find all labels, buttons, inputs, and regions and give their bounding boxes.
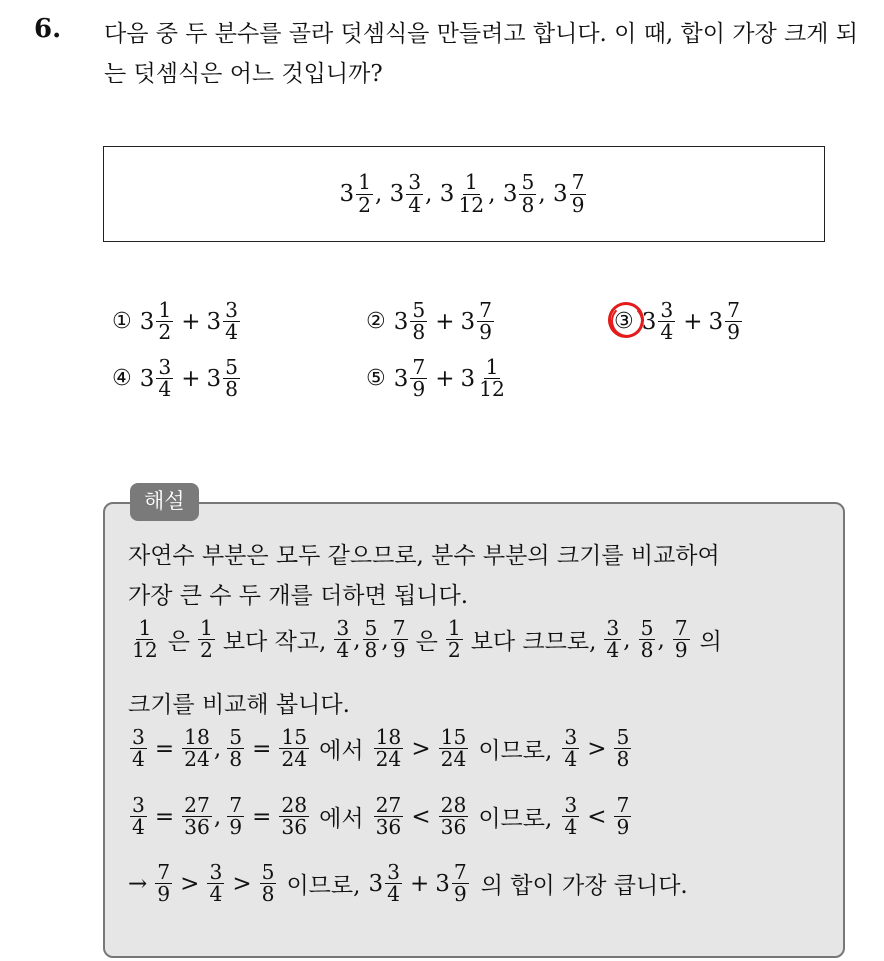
solution-line-5: $\frac{3}{4}$ = $\frac{18}{24}$ , $\frac{5}{8}$ = $\frac{15}{24}$ 에서 $\frac{18}{24}$ > $\frac{15}{24}$ 이므로, $\frac{3}{4}$ > $\frac{5}{8}$ <box>132 725 630 772</box>
given-fraction-5: 3 $\frac{7}{9}$ <box>552 170 585 217</box>
given-fraction-2: 3 $\frac{3}{4}$ , <box>389 170 433 217</box>
choice-number: ② <box>366 309 386 335</box>
choice-3[interactable]: ③ 3 $\frac{3}{4}$ + 3 $\frac{7}{9}$ <box>614 300 744 343</box>
solution-line-1: 자연수 부분은 모두 같으므로, 분수 부분의 크기를 비교하여 <box>128 543 720 569</box>
solution-line-2: 가장 큰 수 두 개를 더하면 됩니다. <box>128 583 469 609</box>
answer-circle-mark-stroke <box>611 305 643 337</box>
given-fractions-box <box>103 146 825 242</box>
choice-4[interactable]: ④ 3 $\frac{3}{4}$ + 3 $\frac{5}{8}$ <box>112 355 239 402</box>
solution-line-6: $\frac{3}{4}$ = $\frac{27}{36}$ , $\frac{7}{9}$ = $\frac{28}{36}$ 에서 $\frac{27}{36}$ < $\frac{28}{36}$ 이므로, $\frac{3}{4}$ < $\frac{7}{9}$ <box>132 793 630 840</box>
choice-number: ④ <box>112 366 132 392</box>
given-fraction-4: 3 $\frac{5}{8}$ , <box>502 170 546 217</box>
choice-1[interactable]: ① 3 $\frac{1}{2}$ + 3 $\frac{3}{4}$ <box>112 298 239 345</box>
question-number: 6. <box>34 14 62 44</box>
given-fraction-3: 3 $\frac{1}{12}$ , <box>439 170 496 217</box>
given-fraction-1: 3 $\frac{1}{2}$ , <box>339 170 383 217</box>
choice-number: ① <box>112 309 132 335</box>
solution-line-7: → $\frac{7}{9}$ > $\frac{3}{4}$ > $\frac{5}{8}$ 이므로, 3 $\frac{3}{4}$ + 3 $\frac{7}{9}$ 의 합이 가장 큽니다. <box>128 860 688 907</box>
question-text: 다음 중 두 분수를 골라 덧셈식을 만들려고 합니다. 이 때, 합이 가장 크게 되는 덧셈식은 어느 것입니까? <box>104 21 858 87</box>
solution-tag: 해설 <box>130 483 199 521</box>
choice-5[interactable]: ⑤ 3 $\frac{7}{9}$ + 3 $\frac{1}{12}$ <box>366 355 505 402</box>
choice-number: ③ <box>614 309 634 334</box>
choice-2[interactable]: ② 3 $\frac{5}{8}$ + 3 $\frac{7}{9}$ <box>366 298 493 345</box>
solution-line-3: $\frac{1}{12}$ 은 $\frac{1}{2}$ 보다 작고, $\frac{3}{4}$ , $\frac{5}{8}$ , $\frac{7}{9}$ 은 $\frac{1}{2}$ 보다 크므로, $\frac{3}{4}$ , $\frac{5}{8}$ , $\frac{7}{9}$ 의 <box>132 616 722 663</box>
solution-line-4: 크기를 비교해 봅니다. <box>128 692 350 718</box>
choice-number: ⑤ <box>366 366 386 392</box>
